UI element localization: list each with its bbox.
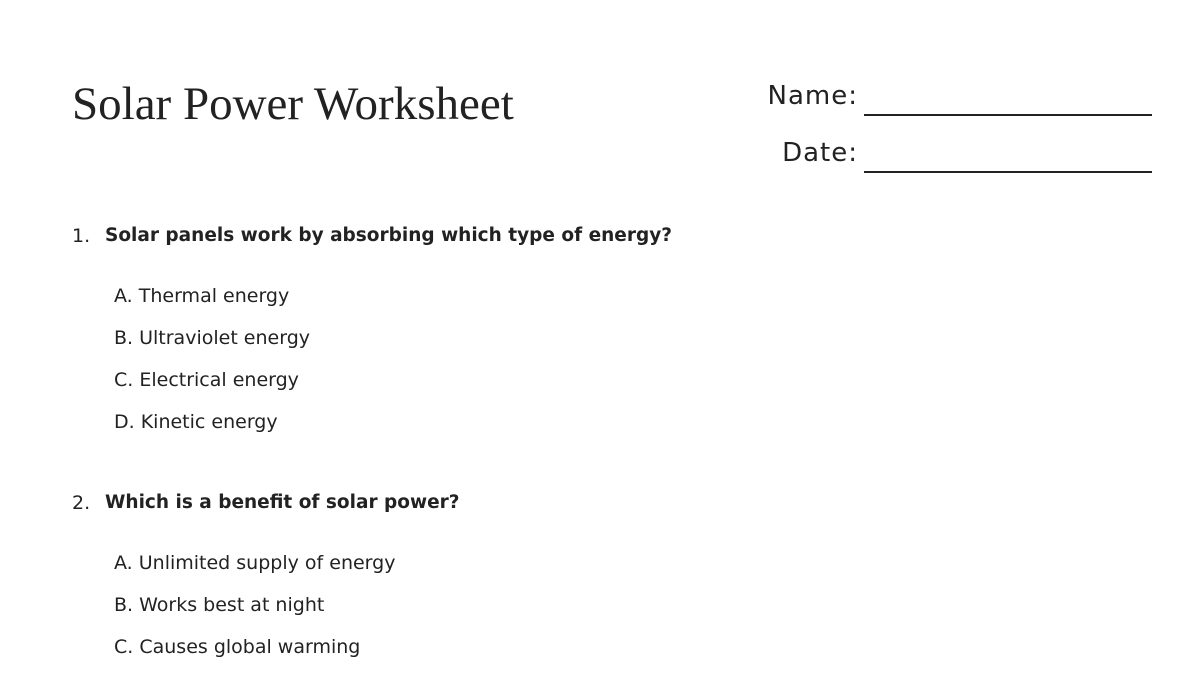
question-2-option-a: A. Unlimited supply of energy: [114, 552, 396, 574]
question-1-option-a: A. Thermal energy: [114, 285, 290, 307]
date-label: Date:: [782, 138, 858, 168]
question-number: 2.: [72, 492, 91, 514]
name-input-line[interactable]: [864, 114, 1152, 116]
question-text: Solar panels work by absorbing which type of energy?: [105, 225, 673, 246]
date-field-label-wrap: [700, 133, 858, 173]
name-label: Name:: [767, 81, 858, 111]
name-field-label-wrap: [700, 76, 858, 116]
question-1-option-b: B. Ultraviolet energy: [114, 327, 311, 349]
worksheet-title: Solar Power Worksheet: [72, 78, 514, 130]
date-input-line[interactable]: [864, 171, 1152, 173]
question-number: 1.: [72, 225, 91, 247]
question-1-option-d: D. Kinetic energy: [114, 411, 278, 433]
question-1-option-c: C. Electrical energy: [114, 369, 299, 391]
question-text: Which is a benefit of solar power?: [105, 492, 460, 513]
question-2-option-c: C. Causes global warming: [114, 636, 361, 658]
question-2-option-b: B. Works best at night: [114, 594, 325, 616]
